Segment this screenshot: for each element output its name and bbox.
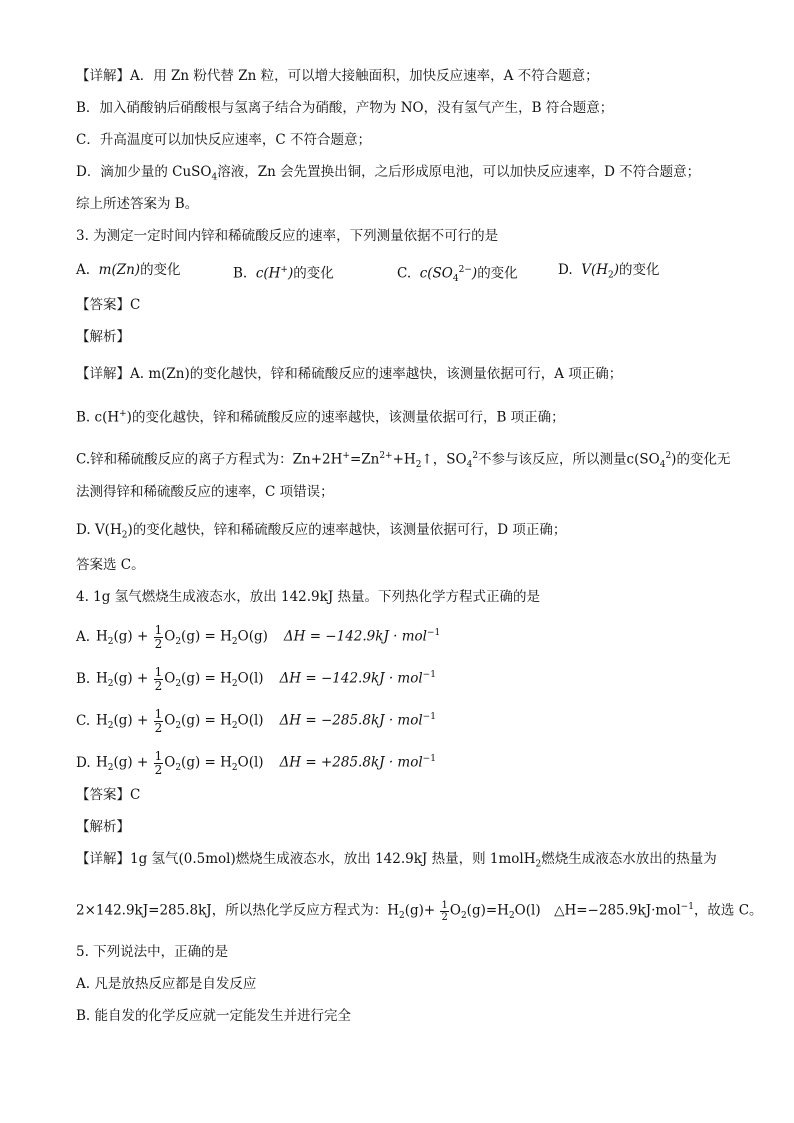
q3-stem: 3. 为测定一定时间内锌和稀硫酸反应的速率，下列测量依据不可行的是 — [76, 228, 499, 244]
q2-detail-d: D．滴加少量的 CuSO$_4$溶液，Zn 会先置换出铜，之后形成原电池，可以加快反应速率，D 不符合题意； — [76, 164, 701, 183]
q2-detail-b: B．加入硝酸钠后硝酸根与氢离子结合为硝酸，产物为 NO，没有氢气产生，B 符合题意； — [76, 100, 614, 116]
q4-stem: 4. 1g 氢气燃烧生成液态水，放出 142.9kJ 热量。下列热化学方程式正确的是 — [76, 589, 541, 605]
q3-option-b: B. c(H+)的变化 — [233, 265, 334, 282]
fraction-one-half: $\frac{1}{2}$ — [154, 706, 163, 735]
q4-option-c: C. $H_2(g)$ + $\frac{1}{2}$ $O_2(g) = H_2O(l) \Delta H = -285.8kJ \cdot mol^{-1}$ — [76, 706, 436, 735]
q2-detail-a: 【详解】A．用 Zn 粉代替 Zn 粒，可以增大接触面积，加快反应速率，A 不符合题意； — [76, 68, 599, 84]
q4-option-a: A. $H_2(g)$ + $\frac{1}{2}$ $O_2(g) = H_2O(g) \Delta H = -142.9kJ \cdot mol^{-1}$ — [76, 622, 441, 651]
q3-option-d: D. $V(H_2)$的变化 — [558, 262, 660, 281]
q4-detail-line1: 【详解】1g 氢气(0.5mol)燃烧生成液态水，放出 142.9kJ 热量，则 1molH$_2$燃烧生成液态水放出的热量为 — [76, 851, 717, 870]
q3-option-c: C. $c(SO_4^{2-})$的变化 — [397, 265, 518, 285]
q3-detail-a: 【详解】A. m(Zn)的变化越快，锌和稀硫酸反应的速率越快，该测量依据可行，A 项正确； — [76, 366, 623, 382]
fraction-one-half: $\frac{1}{2}$ — [154, 664, 163, 693]
q4-option-d: D. $H_2(g)$ + $\frac{1}{2}$ $O_2(g) = H_2O(l) \Delta H = +285.8kJ \cdot mol^{-1}$ — [76, 748, 436, 777]
q4-answer: 【答案】C — [76, 787, 141, 803]
q5-option-a: A. 凡是放热反应都是自发反应 — [76, 976, 257, 992]
q3-detail-c-line2: 法测得锌和稀硫酸反应的速率，C 项错误； — [76, 484, 334, 500]
q3-detail-b: B. c(H+)的变化越快，锌和稀硫酸反应的速率越快，该测量依据可行，B 项正确； — [76, 409, 565, 426]
q3-detail-c-line1: C.锌和稀硫酸反应的离子方程式为：$Zn+2H^+=Zn^{2+}+H_2↑$，$SO_4^2$不参与该反应，所以测量$c(SO_4^2)$的变化无 — [76, 451, 731, 471]
q5-stem: 5. 下列说法中，正确的是 — [76, 944, 229, 960]
q3-option-a: A. m(Zn)的变化 — [76, 262, 181, 278]
q5-option-b: B. 能自发的化学反应就一定能发生并进行完全 — [76, 1008, 352, 1024]
q3-analysis-heading: 【解析】 — [76, 329, 130, 345]
q2-detail-c: C．升高温度可以加快反应速率，C 不符合题意； — [76, 132, 371, 148]
q4-option-b: B. $H_2(g)$ + $\frac{1}{2}$ $O_2(g) = H_2O(l) \Delta H = -142.9kJ \cdot mol^{-1}$ — [76, 664, 436, 693]
fraction-one-half: $\frac{1}{2}$ — [154, 622, 163, 651]
q4-detail-line2: 2×142.9kJ=285.8kJ，所以热化学反应方程式为：$H_2(g)+$ $\frac{1}{2}$ $O_2(g)=H_2O(l)$ △H=−285.9kJ·mol$^{-1}$，故选 C。 — [76, 899, 763, 923]
fraction-one-half: $\frac{1}{2}$ — [441, 899, 448, 923]
q4-analysis-heading: 【解析】 — [76, 819, 130, 835]
q2-summary: 综上所述答案为 B。 — [76, 196, 199, 212]
fraction-one-half: $\frac{1}{2}$ — [154, 748, 163, 777]
q3-final: 答案选 C。 — [76, 557, 145, 573]
q3-detail-d: D. $V(H_2)$的变化越快，锌和稀硫酸反应的速率越快，该测量依据可行，D 项正确； — [76, 522, 567, 541]
q3-answer: 【答案】C — [76, 297, 141, 313]
